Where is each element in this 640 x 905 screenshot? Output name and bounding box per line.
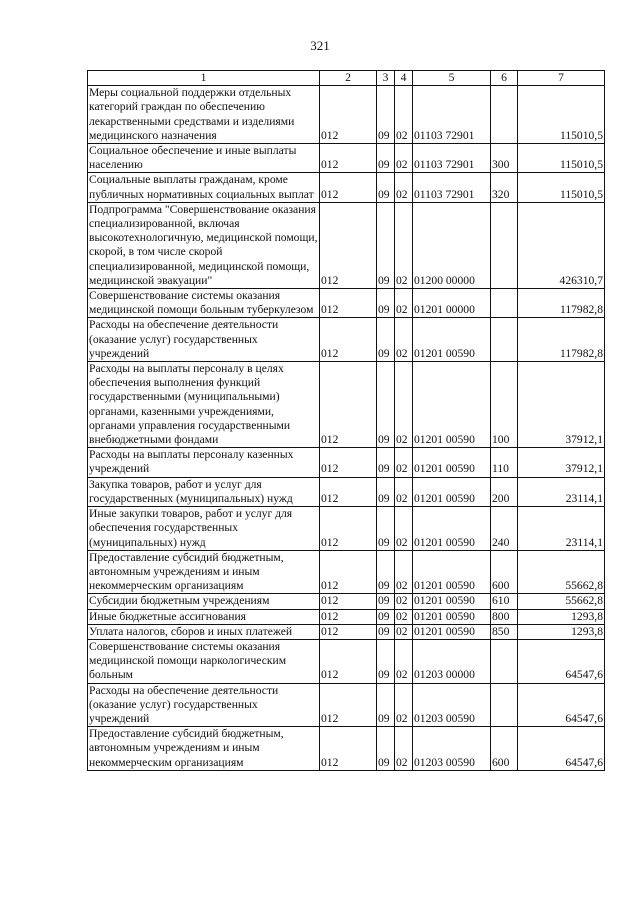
cell-rz: 09 xyxy=(377,550,395,594)
column-header: 3 xyxy=(377,71,395,86)
table-row xyxy=(88,609,605,624)
cell-rz: 09 xyxy=(377,173,395,202)
cell-sum: 117982,8 xyxy=(518,289,605,318)
cell-vr xyxy=(491,289,518,318)
cell-name: Меры социальной поддержки отдельных категорий граждан по обеспечению лекарственными средствами и изделиями медицинского назначения xyxy=(88,86,320,144)
cell-grbs: 012 xyxy=(320,624,377,639)
table-row xyxy=(88,594,605,609)
column-header: 7 xyxy=(518,71,605,86)
cell-name: Совершенствование системы оказания медицинской помощи больным туберкулезом xyxy=(88,289,320,318)
cell-pr: 02 xyxy=(395,507,413,551)
cell-pr: 02 xyxy=(395,594,413,609)
cell-pr: 02 xyxy=(395,144,413,173)
table-row xyxy=(88,202,605,288)
cell-rz: 09 xyxy=(377,639,395,683)
cell-name: Предоставление субсидий бюджетным, автономным учреждениям и иным некоммерческим организациям xyxy=(88,550,320,594)
cell-vr xyxy=(491,318,518,362)
table-row xyxy=(88,318,605,362)
cell-name: Совершенствование системы оказания медицинской помощи наркологическим больным xyxy=(88,639,320,683)
cell-vr xyxy=(491,683,518,727)
cell-grbs: 012 xyxy=(320,507,377,551)
cell-sum: 23114,1 xyxy=(518,507,605,551)
table-row xyxy=(88,507,605,551)
column-header: 1 xyxy=(88,71,320,86)
cell-rz: 09 xyxy=(377,86,395,144)
cell-vr: 300 xyxy=(491,144,518,173)
cell-csr: 01203 00000 xyxy=(413,639,491,683)
table-row xyxy=(88,289,605,318)
cell-vr xyxy=(491,202,518,288)
page-number: 321 xyxy=(310,38,330,53)
budget-table xyxy=(87,70,605,771)
cell-csr: 01201 00590 xyxy=(413,550,491,594)
cell-pr: 02 xyxy=(395,448,413,477)
cell-rz: 09 xyxy=(377,594,395,609)
cell-vr: 800 xyxy=(491,609,518,624)
cell-rz: 09 xyxy=(377,202,395,288)
cell-pr: 02 xyxy=(395,289,413,318)
cell-grbs: 012 xyxy=(320,683,377,727)
column-header: 5 xyxy=(413,71,491,86)
cell-csr: 01103 72901 xyxy=(413,144,491,173)
cell-sum: 115010,5 xyxy=(518,86,605,144)
cell-name: Социальные выплаты гражданам, кроме публичных нормативных социальных выплат xyxy=(88,173,320,202)
cell-rz: 09 xyxy=(377,477,395,506)
cell-pr: 02 xyxy=(395,318,413,362)
cell-csr: 01201 00590 xyxy=(413,477,491,506)
cell-rz: 09 xyxy=(377,609,395,624)
cell-vr: 600 xyxy=(491,727,518,771)
cell-csr: 01201 00000 xyxy=(413,289,491,318)
cell-csr: 01201 00590 xyxy=(413,507,491,551)
cell-sum: 117982,8 xyxy=(518,318,605,362)
cell-pr: 02 xyxy=(395,477,413,506)
cell-csr: 01201 00590 xyxy=(413,609,491,624)
cell-name: Закупка товаров, работ и услуг для государственных (муниципальных) нужд xyxy=(88,477,320,506)
cell-sum: 64547,6 xyxy=(518,683,605,727)
cell-sum: 37912,1 xyxy=(518,362,605,448)
cell-sum: 55662,8 xyxy=(518,594,605,609)
cell-name: Иные бюджетные ассигнования xyxy=(88,609,320,624)
cell-pr: 02 xyxy=(395,362,413,448)
table-row xyxy=(88,173,605,202)
table-row xyxy=(88,362,605,448)
cell-csr: 01201 00590 xyxy=(413,594,491,609)
cell-name: Предоставление субсидий бюджетным, автономным учреждениям и иным некоммерческим организациям xyxy=(88,727,320,771)
table-row xyxy=(88,727,605,771)
cell-grbs: 012 xyxy=(320,318,377,362)
cell-name: Субсидии бюджетным учреждениям xyxy=(88,594,320,609)
cell-name: Иные закупки товаров, работ и услуг для обеспечения государственных (муниципальных) нужд xyxy=(88,507,320,551)
cell-grbs: 012 xyxy=(320,639,377,683)
table-row xyxy=(88,550,605,594)
cell-grbs: 012 xyxy=(320,86,377,144)
cell-pr: 02 xyxy=(395,202,413,288)
cell-sum: 115010,5 xyxy=(518,173,605,202)
cell-csr: 01200 00000 xyxy=(413,202,491,288)
cell-sum: 1293,8 xyxy=(518,624,605,639)
cell-name: Социальное обеспечение и иные выплаты населению xyxy=(88,144,320,173)
cell-rz: 09 xyxy=(377,448,395,477)
cell-name: Расходы на обеспечение деятельности (оказание услуг) государственных учреждений xyxy=(88,683,320,727)
cell-csr: 01103 72901 xyxy=(413,173,491,202)
cell-name: Уплата налогов, сборов и иных платежей xyxy=(88,624,320,639)
cell-sum: 426310,7 xyxy=(518,202,605,288)
cell-vr xyxy=(491,86,518,144)
cell-rz: 09 xyxy=(377,144,395,173)
cell-rz: 09 xyxy=(377,507,395,551)
cell-vr: 200 xyxy=(491,477,518,506)
cell-grbs: 012 xyxy=(320,477,377,506)
cell-grbs: 012 xyxy=(320,727,377,771)
cell-sum: 64547,6 xyxy=(518,639,605,683)
cell-sum: 115010,5 xyxy=(518,144,605,173)
cell-grbs: 012 xyxy=(320,550,377,594)
cell-rz: 09 xyxy=(377,362,395,448)
cell-vr xyxy=(491,639,518,683)
table-body xyxy=(88,86,605,771)
cell-grbs: 012 xyxy=(320,289,377,318)
cell-pr: 02 xyxy=(395,639,413,683)
cell-csr: 01201 00590 xyxy=(413,448,491,477)
table-row xyxy=(88,477,605,506)
cell-rz: 09 xyxy=(377,727,395,771)
cell-grbs: 012 xyxy=(320,202,377,288)
cell-vr: 240 xyxy=(491,507,518,551)
cell-vr: 100 xyxy=(491,362,518,448)
table-row xyxy=(88,86,605,144)
cell-sum: 23114,1 xyxy=(518,477,605,506)
cell-csr: 01103 72901 xyxy=(413,86,491,144)
cell-pr: 02 xyxy=(395,173,413,202)
cell-grbs: 012 xyxy=(320,448,377,477)
table-row xyxy=(88,639,605,683)
cell-vr: 610 xyxy=(491,594,518,609)
cell-csr: 01203 00590 xyxy=(413,727,491,771)
header-row xyxy=(88,71,605,86)
column-header: 2 xyxy=(320,71,377,86)
cell-grbs: 012 xyxy=(320,144,377,173)
cell-name: Расходы на выплаты персоналу казенных учреждений xyxy=(88,448,320,477)
cell-name: Подпрограмма "Совершенствование оказания специализированной, включая высокотехнологичную, медицинской помощи, скорой, в том числе скорой специализированной, медицинской помощи, медицинской эвакуации" xyxy=(89,202,318,287)
cell-sum: 1293,8 xyxy=(518,609,605,624)
cell-csr: 01201 00590 xyxy=(413,318,491,362)
table-row xyxy=(88,683,605,727)
cell-pr: 02 xyxy=(395,86,413,144)
cell-csr: 01203 00590 xyxy=(413,683,491,727)
cell-pr: 02 xyxy=(395,609,413,624)
table-row xyxy=(88,144,605,173)
cell-pr: 02 xyxy=(395,624,413,639)
cell-sum: 55662,8 xyxy=(518,550,605,594)
table-row xyxy=(88,448,605,477)
cell-grbs: 012 xyxy=(320,173,377,202)
cell-vr: 110 xyxy=(491,448,518,477)
cell-grbs: 012 xyxy=(320,362,377,448)
table-row xyxy=(88,624,605,639)
cell-pr: 02 xyxy=(395,683,413,727)
cell-vr: 850 xyxy=(491,624,518,639)
cell-sum: 64547,6 xyxy=(518,727,605,771)
cell-csr: 01201 00590 xyxy=(413,624,491,639)
cell-grbs: 012 xyxy=(320,609,377,624)
cell-rz: 09 xyxy=(377,624,395,639)
cell-rz: 09 xyxy=(377,318,395,362)
cell-rz: 09 xyxy=(377,683,395,727)
cell-name: Расходы на выплаты персоналу в целях обеспечения выполнения функций государственными (муниципальными) органами, казенными учреждениями, органами управления государственными внебюджетными фондами xyxy=(88,362,320,448)
column-header: 6 xyxy=(491,71,518,86)
cell-vr: 600 xyxy=(491,550,518,594)
cell-vr: 320 xyxy=(491,173,518,202)
cell-grbs: 012 xyxy=(320,594,377,609)
cell-sum: 37912,1 xyxy=(518,448,605,477)
cell-name: Расходы на обеспечение деятельности (оказание услуг) государственных учреждений xyxy=(88,318,320,362)
cell-pr: 02 xyxy=(395,727,413,771)
cell-rz: 09 xyxy=(377,289,395,318)
cell-csr: 01201 00590 xyxy=(413,362,491,448)
cell-pr: 02 xyxy=(395,550,413,594)
column-header: 4 xyxy=(395,71,413,86)
